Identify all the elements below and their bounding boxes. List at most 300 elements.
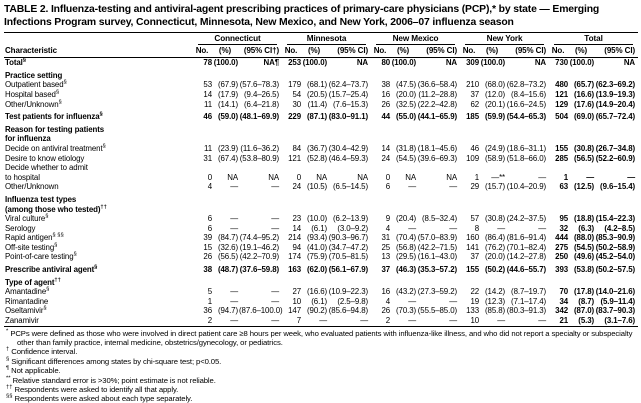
row-label-text: Type of agent [5,277,55,287]
table-row [4,275,638,288]
column-group [282,33,371,46]
cell-percent: (29.5) [396,252,417,262]
group-label: New Mexico [376,34,455,45]
row-label-text: Off-site testing [5,242,55,252]
cell-number [549,163,569,173]
cell-number: 44 [381,112,391,122]
cell-ci: (10.4–20.9) [506,182,547,192]
cell-number [371,275,391,288]
cell-percent: — [408,223,417,233]
cell-number [460,68,480,81]
column-header: (%) [480,45,506,58]
group-header-spacer [4,33,193,46]
row-label-text: for influenza [5,134,51,144]
cell-percent: (49.6) [574,252,595,262]
cell-percent: —** [491,172,506,182]
cell-number: 80 [381,58,391,68]
footnote-text: Significant differences among states by chi-square test; p<0.05. [11,356,222,366]
cell-number [193,122,213,135]
cell-ci: (5.9–11.4) [600,296,636,306]
cell-ci: (11.2–28.8) [418,89,458,99]
cell-percent: (20.0) [396,89,417,99]
cell-number: 2 [385,316,391,326]
row-label-text: Reason for testing patients [5,124,105,134]
cell-ci: NA [268,172,280,182]
table-row [4,68,638,81]
cell-percent [569,68,595,81]
group-label: New York [465,34,544,45]
cell-number [549,68,569,81]
footnote-marker: § [94,264,98,271]
cell-percent [391,192,417,205]
cell-number: 14 [292,223,302,233]
cell-percent: (90.2) [307,306,328,316]
cell-ci [595,192,638,205]
cell-percent: (46.3) [396,265,417,275]
row-label-text: Serology [5,223,36,233]
cell-ci: — [271,316,280,326]
row-label-text: Zanamivir [5,316,39,326]
cell-ci: (56.1–67.9) [328,265,369,275]
table-row [4,134,638,144]
column-header: No. [371,45,391,58]
cell-percent: (100.0) [480,58,506,68]
cell-number: 6 [385,182,391,192]
cell-ci: — [449,296,458,306]
column-group [460,33,549,46]
row-label [4,214,193,224]
cell-percent [391,275,417,288]
cell-percent: (67.9) [217,80,238,90]
cell-ci: (52.2–60.9) [595,153,636,163]
cell-ci: NA [356,58,369,68]
cell-number: 26 [381,99,391,109]
cell-ci: (50.2–58.9) [595,242,636,252]
cell-percent: (70.4) [396,233,417,243]
footnote-text: Not applicable. [11,366,61,376]
cell-ci [328,163,371,173]
cell-ci [595,122,638,135]
cell-ci [328,192,371,205]
cell-percent: — [497,223,506,233]
cell-number: 63 [559,182,569,192]
cell-ci [328,122,371,135]
cell-number: 0 [296,172,302,182]
cell-number: 7 [296,316,302,326]
cell-number [371,205,391,215]
cell-percent [213,122,239,135]
cell-number: 25 [381,242,391,252]
cell-percent: (12.5) [574,182,595,192]
row-label [4,90,193,100]
cell-number: 185 [466,112,480,122]
cell-number: 24 [381,153,391,163]
cell-ci: (62.8–73.2) [506,80,547,90]
cell-number: 253 [288,58,302,68]
column-group [193,33,282,46]
cell-percent: (69.0) [574,112,595,122]
cell-number: 19 [470,296,480,306]
cell-percent: — [408,296,417,306]
cell-number [549,122,569,135]
cell-number [460,205,480,215]
table-row [4,214,638,224]
cell-percent [213,205,239,215]
cell-number [371,134,391,144]
cell-number: 8 [474,223,480,233]
cell-number: 38 [203,265,212,275]
cell-ci: (19.1–46.2) [239,242,280,252]
cell-number: 250 [555,252,569,262]
row-label-text: Influenza test types [5,194,77,204]
cell-percent [569,205,595,215]
row-label-text: Hospital based [5,89,56,99]
cell-ci [506,68,549,81]
cell-number: 174 [288,252,302,262]
cell-number: 62 [470,99,480,109]
footnote [6,376,635,385]
cell-ci: (54.4–65.3) [506,112,547,122]
cell-percent: (47.5) [396,80,417,90]
table-row [4,262,638,275]
footnote-text: PCPs were defined as those who were involved in direct patient care ≥8 hours per week, who evaluated patients with influenza-like illness, and who did not report a specialty or subspecialty other than family practice, internal medicine, obstetrics/gynecology, or pediatrics. [10,328,633,348]
cell-percent: (6.1) [311,223,328,233]
row-label [4,80,193,90]
column-header: (%) [391,45,417,58]
cell-percent: (31.8) [396,143,417,153]
row-label [4,306,193,316]
cell-ci: (87.6–100.0) [239,306,283,316]
cell-ci: — [538,172,547,182]
cell-ci: (46.4–59.3) [328,153,369,163]
cell-ci: — [449,316,458,326]
row-label [4,297,193,307]
cell-percent: (76.2) [485,242,506,252]
cell-percent: (20.0) [485,252,506,262]
cell-number [282,192,302,205]
footnote-marker: †† [100,203,107,210]
footnote-marker: § [102,143,106,150]
cell-percent: (20.1) [485,99,506,109]
cell-ci: (70.1–82.4) [506,242,547,252]
footnote-text: Respondents were asked about each type separately. [14,394,193,403]
cell-number: 504 [555,112,569,122]
cell-ci: (35.3–57.2) [417,265,458,275]
cell-number: 32 [559,223,569,233]
table-row [4,287,638,297]
cell-ci: (34.7–47.2) [328,242,369,252]
cell-percent: — [230,296,238,306]
cell-ci: (11.6–36.2) [240,143,280,153]
column-header: No. [282,45,302,58]
footnote-marker: §§ [6,393,13,400]
row-label-text: Rapid antigen [5,233,53,243]
cell-ci [239,134,282,144]
cell-ci: (8.5–32.4) [422,214,458,224]
cell-number: 39 [203,233,212,243]
cell-number [282,275,302,288]
cell-ci [328,275,371,288]
cell-ci: (3.0–9.2) [337,223,369,233]
footnote-marker: †† [6,384,13,391]
cell-number [549,275,569,288]
cell-ci: (24.2–37.5) [506,214,547,224]
column-header: (%) [569,45,595,58]
row-label [4,233,193,243]
cell-number: 11 [204,99,212,109]
cell-number: 342 [555,306,569,316]
data-table [4,32,638,326]
cell-number: 94 [292,242,302,252]
cell-percent [302,192,328,205]
cell-percent: — [230,316,238,326]
cell-percent [480,68,506,81]
cell-percent [569,134,595,144]
cell-number: 14 [381,143,391,153]
cell-percent: (15.7) [485,182,506,192]
cell-number: 57 [470,214,480,224]
row-label [4,144,193,154]
cell-ci: (70.5–81.5) [328,252,369,262]
cell-number [460,122,480,135]
row-label [4,192,193,205]
cell-number: 54 [292,89,302,99]
cell-percent [213,192,239,205]
footnote-marker: § [22,57,26,64]
cell-ci: — [271,214,280,224]
cell-ci: — [538,316,547,326]
cell-number [549,192,569,205]
cell-percent: (36.7) [307,143,328,153]
cell-ci: — [271,287,280,297]
cell-ci [239,68,282,81]
cell-ci: (80.3–91.3) [506,306,547,316]
cell-percent: (17.8) [574,287,595,297]
cell-ci: (81.6–91.4) [506,233,547,243]
cell-ci: (62.3–69.2) [595,80,636,90]
row-label-text: Test patients for influenza [5,112,100,122]
cell-percent [480,134,506,144]
column-header: (%) [302,45,328,58]
cell-percent [480,275,506,288]
cell-percent: (30.8) [574,143,595,153]
cell-percent [302,134,328,144]
table-row [4,154,638,164]
cell-number: 22 [470,287,480,297]
cell-ci: — [271,223,280,233]
cell-number: 26 [203,252,212,262]
cell-number: 6 [207,214,212,224]
cell-number [549,205,569,215]
cell-ci [239,205,282,215]
row-label [4,182,193,192]
cell-ci: (53.8–80.9) [239,153,280,163]
cell-percent: (11.4) [307,99,328,109]
footnote-marker: § [46,286,50,293]
cell-number: 27 [292,287,302,297]
cell-number: 309 [466,58,480,68]
cell-ci [506,163,549,173]
cell-ci: (26.7–34.8) [595,143,636,153]
cell-ci: (85.6–94.8) [328,306,369,316]
cell-number: 4 [207,182,212,192]
row-label-text: to hospital [5,172,40,182]
cell-percent: (88.0) [574,233,595,243]
footnotes [3,327,637,403]
cell-ci: (15.7–25.4) [328,89,369,99]
cell-percent: (23.9) [217,143,238,153]
group-header-row [4,33,638,46]
table-row [4,243,638,253]
cell-number [282,134,302,144]
cell-ci: (51.8–66.0) [506,153,547,163]
cell-ci: (45.2–54.0) [595,252,636,262]
row-label-text: Prescribe antiviral agent [5,265,95,275]
cell-ci: (9.6–15.4) [600,182,636,192]
cell-ci: (27.3–59.2) [417,287,458,297]
footnote-text: Relative standard error is >30%; point estimate is not reliable. [12,375,216,385]
footnote-marker: ** [6,375,11,382]
cell-percent [213,134,239,144]
footnote-marker: * [6,328,9,335]
cell-ci [239,275,282,288]
cell-number: 1 [563,172,569,182]
column-header: (95% CI) [417,45,460,58]
column-header: (95% CI) [595,45,638,58]
footnote-marker: § [43,305,47,312]
table-row [4,252,638,262]
cell-percent: (14.2) [485,287,506,297]
cell-ci: (30.4–42.9) [328,143,369,153]
cell-ci: (7.1–17.4) [511,296,547,306]
cell-number: 393 [555,265,569,275]
cell-number [282,163,302,173]
cell-number: 155 [466,265,480,275]
cell-number: 229 [288,112,302,122]
cell-percent: (16.6) [574,89,595,99]
cell-percent: (6.1) [311,296,328,306]
cell-percent: (20.5) [307,89,328,99]
cell-ci: (16.1–43.0) [417,252,458,262]
row-label [4,262,193,275]
cell-percent: (6.3) [578,223,595,233]
footnote-marker: § §§ [52,232,64,239]
cell-percent [391,68,417,81]
cell-number [549,134,569,144]
cell-percent: (87.0) [574,306,595,316]
cell-number: 16 [381,89,391,99]
cell-number [460,134,480,144]
cell-number: 4 [385,296,391,306]
cell-ci: (39.6–69.3) [417,153,458,163]
cell-ci: (6.2–13.9) [333,214,369,224]
cell-ci: (4.2–8.5) [604,223,636,233]
cell-ci: (14.0–21.6) [595,287,636,297]
cell-number [460,163,480,173]
footnote-text: Confidence interval. [11,347,78,357]
cell-number [282,68,302,81]
cell-percent: (67.4) [217,153,238,163]
cell-percent [569,275,595,288]
cell-number: 147 [288,306,302,316]
cell-ci: (7.6–15.3) [333,99,369,109]
table-row [4,58,638,68]
cell-ci: — [627,172,636,182]
cell-number: 141 [466,242,480,252]
cell-percent: (94.7) [217,306,238,316]
cell-number: 31 [203,153,212,163]
cell-percent [391,205,417,215]
cell-ci: (55.5–85.0) [417,306,458,316]
cell-ci [239,192,282,205]
row-label [4,122,193,135]
cell-ci [239,163,282,173]
cell-percent: (32.5) [396,99,417,109]
cell-number [371,68,391,81]
cell-ci [595,134,638,144]
table-row [4,100,638,110]
cell-percent: (18.8) [574,214,595,224]
cell-percent: (56.5) [574,153,595,163]
row-label [4,68,193,81]
column-header: (95% CI) [328,45,371,58]
cell-percent: (10.5) [307,182,328,192]
cell-percent: (59.0) [217,112,238,122]
cell-ci: (85.3–90.9) [595,233,636,243]
cell-percent: (20.4) [396,214,417,224]
table-row [4,182,638,192]
cell-ci [506,122,549,135]
cell-ci: (44.6–55.7) [506,265,547,275]
row-label-text: Decide whether to admit [5,163,88,173]
cell-percent: (100.0) [302,58,328,68]
cell-percent: (50.2) [485,265,506,275]
cell-percent [302,205,328,215]
cell-ci: (18.6–31.1) [506,143,547,153]
cell-number: 210 [466,80,480,90]
cell-ci: (83.0–91.1) [328,112,369,122]
cell-ci [417,68,460,81]
cell-number [371,192,391,205]
cell-number: 78 [203,58,212,68]
cell-percent: — [230,214,238,224]
cell-ci: (50.2–57.5) [595,265,636,275]
cell-number [371,163,391,173]
cell-ci: (57.6–78.3) [239,80,280,90]
cell-number: 285 [555,153,569,163]
row-label [4,100,193,110]
cell-ci: — [538,223,547,233]
cell-ci [417,205,460,215]
cell-number: 2 [207,316,212,326]
cell-percent: (100.0) [213,58,238,68]
table-body [4,58,638,326]
row-label [4,173,193,183]
cell-ci: (74.4–95.2) [239,233,280,243]
cell-percent: (54.5) [574,242,595,252]
cell-percent: — [230,223,238,233]
cell-percent: (10.0) [307,214,328,224]
column-header: No. [460,45,480,58]
cell-number: 37 [381,265,391,275]
cell-number: 444 [555,233,569,243]
characteristic-header: Characteristic [4,45,193,58]
footnote-marker: § [99,111,103,118]
cell-percent: NA [405,172,417,182]
cell-ci: (6.4–21.8) [244,99,280,109]
cell-percent: — [319,316,328,326]
cell-percent: (5.3) [578,316,595,326]
